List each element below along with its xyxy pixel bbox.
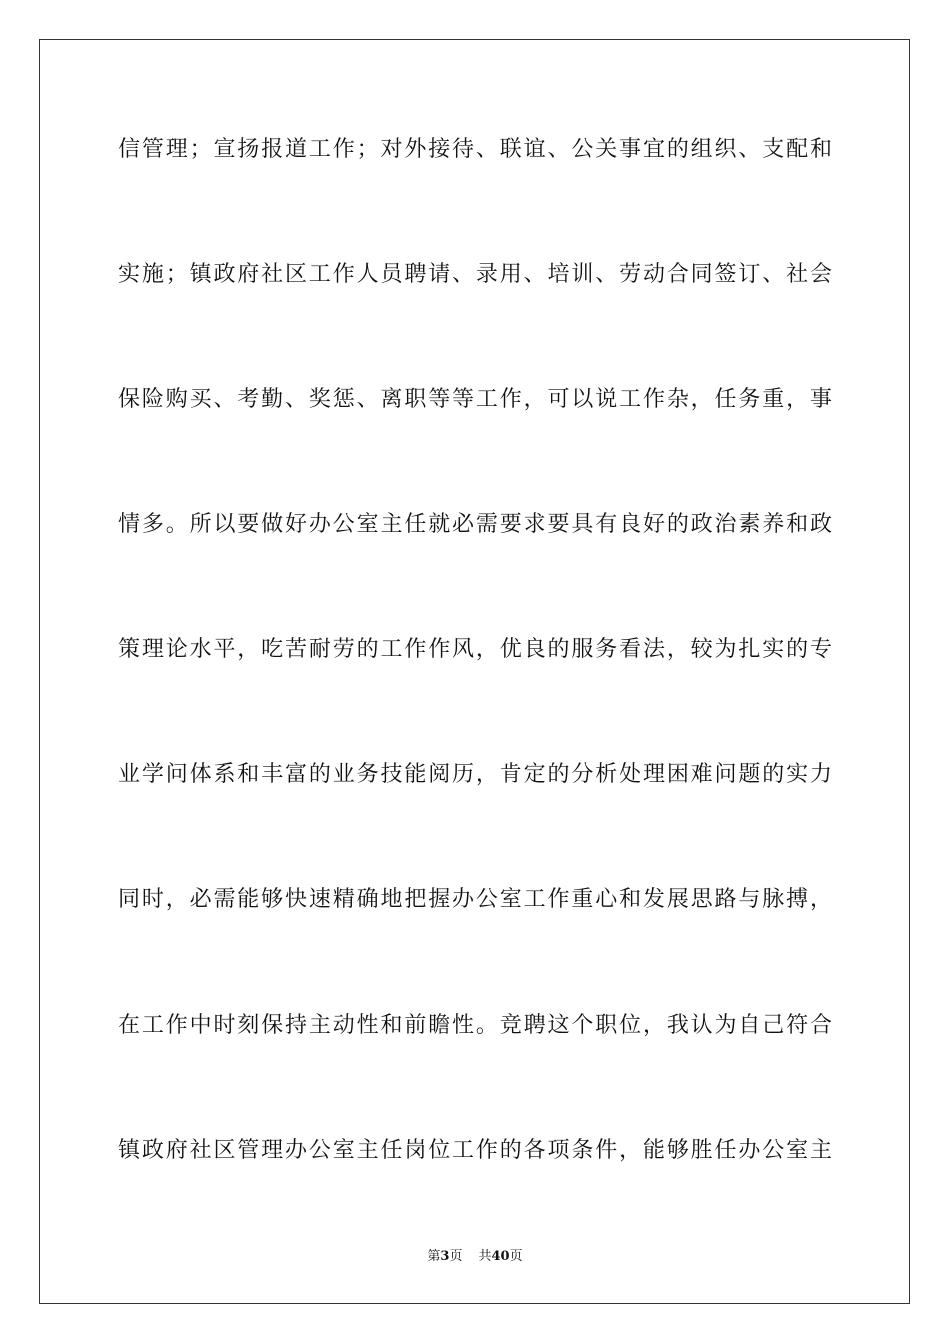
text-line-3: 保险购买、考勤、奖惩、离职等等工作，可以说工作杂，任务重，事 — [118, 387, 832, 412]
text-line-9: 镇政府社区管理办公室主任岗位工作的各项条件，能够胜任办公室主 — [118, 1138, 832, 1163]
total-suffix: 页 — [509, 1249, 523, 1264]
text-line-6: 业学问体系和丰富的业务技能阅历，肯定的分析处理困难问题的实力 — [118, 762, 832, 787]
text-line-2: 实施；镇政府社区工作人员聘请、录用、培训、劳动合同签订、社会 — [118, 262, 832, 287]
total-pages: 40 — [491, 1249, 510, 1264]
text-line-1: 信管理；宣扬报道工作；对外接待、联谊、公关事宜的组织、支配和 — [118, 137, 832, 162]
page-number: 3 — [440, 1249, 450, 1264]
page-prefix: 第 — [427, 1249, 441, 1264]
text-line-8: 在工作中时刻保持主动性和前瞻性。竞聘这个职位，我认为自己符合 — [118, 1013, 832, 1038]
page-suffix: 页 — [449, 1249, 463, 1264]
page-footer — [0, 1248, 950, 1266]
text-line-4: 情多。所以要做好办公室主任就必需要求要具有良好的政治素养和政 — [118, 512, 832, 537]
text-line-7: 同时，必需能够快速精确地把握办公室工作重心和发展思路与脉搏， — [118, 887, 832, 912]
text-line-5: 策理论水平，吃苦耐劳的工作作风，优良的服务看法，较为扎实的专 — [118, 637, 832, 662]
total-prefix: 共 — [478, 1249, 492, 1264]
